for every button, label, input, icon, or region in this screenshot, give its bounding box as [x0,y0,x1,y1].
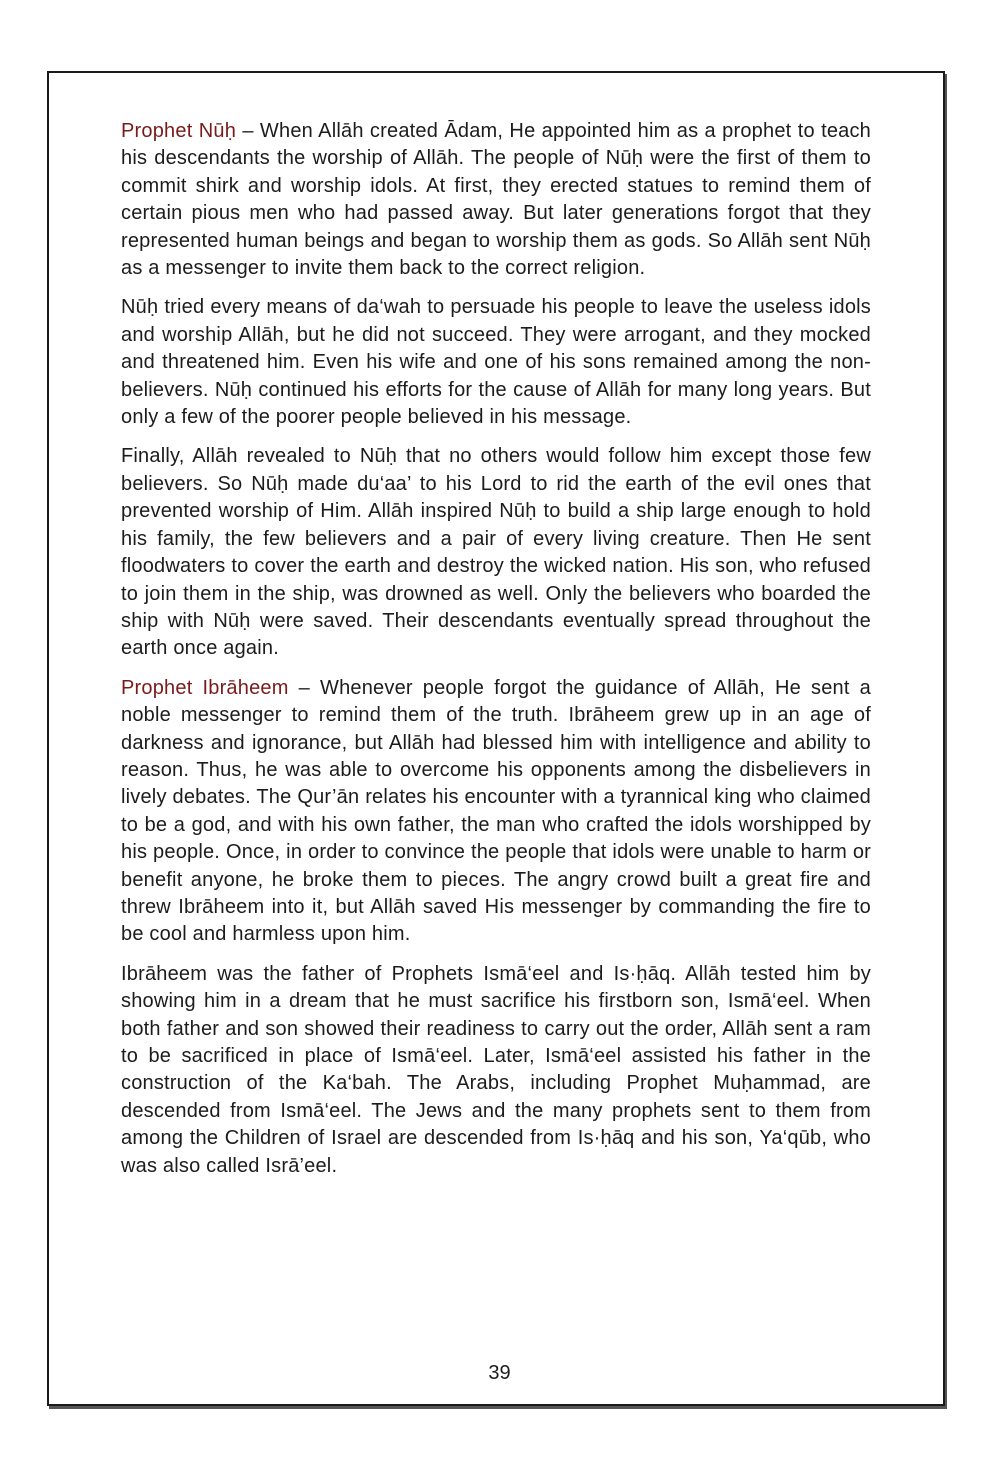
paragraph-text: – Whenever people forgot the guidance of Allāh, He sent a noble messenger to remind them of the truth. Ibrāheem grew up in an age of darkness and ignorance, but Allāh had blessed him with intelligence and ability to reason. Thus, he was able to overcome his opponents among the disbelievers in lively debates. The Qur’ān relates his encounter with a tyrannical king who claimed to be a god, and with his own father, the man who crafted the idols worshipped by his people. Once, in order to convince the people that idols were unable to harm or benefit anyone, he broke them to pieces. The angry crowd built a great fire and threw Ibrāheem into it, but Allāh saved His messenger by commanding the fire to be cool and harmless upon him. [121,676,871,946]
paragraph-text: Finally, Allāh revealed to Nūḥ that no others would follow him except those few believers. So Nūḥ made du‘aa’ to his Lord to rid the earth of the evil ones that prevented worship of Him. Allāh inspired Nūḥ to build a ship large enough to hold his family, the few believers and a pair of every living creature. Then He sent floodwaters to cover the earth and destroy the wicked nation. His son, who refused to join them in the ship, was drowned as well. Only the believers who boarded the ship with Nūḥ were saved. Their descendants eventually spread throughout the earth once again. [121,445,871,660]
paragraph-text: Nūḥ tried every means of da‘wah to persuade his people to leave the useless idols and worship Allāh, but he did not succeed. They were arrogant, and they mocked and threatened him. Even his wife and one of his sons remained among the non-believers. Nūḥ continued his efforts for the cause of Allāh for many long years. But only a few of the poorer people believed in his message. [121,296,871,429]
paragraph-nuh-intro [121,118,871,282]
paragraph-text: – When Allāh created Ādam, He appointed him as a prophet to teach his descendants the worship of Allāh. The people of Nūḥ were the first of them to commit shirk and worship idols. At first, they erected statues to remind them of certain pious men who had passed away. But later generations forgot that they represented human beings and began to worship them as gods. So Allāh sent Nūḥ as a messenger to invite them back to the correct religion. [121,120,871,280]
heading-prophet-nuh: Prophet Nūḥ [121,120,237,142]
paragraph-text: Ibrāheem was the father of Prophets Ismā‘eel and Is·ḥāq. Allāh tested him by showing him in a dream that he must sacrifice his firstborn son, Ismā‘eel. When both father and son showed their readiness to carry out the order, Allāh sent a ram to be sacrificed in place of Ismā‘eel. Later, Ismā‘eel assisted his father in the construction of the Ka‘bah. The Arabs, including Prophet Muḥammad, are descended from Ismā‘eel. The Jews and the many prophets sent to them from among the Children of Israel are descended from Is·ḥāq and his son, Ya‘qūb, who was also called Isrā’eel. [121,962,871,1177]
paragraph-nuh-dawah [121,294,871,431]
paragraph-nuh-flood [121,443,871,662]
page-number: 39 [488,1362,511,1384]
paragraph-ibraheem-intro [121,675,871,949]
heading-prophet-ibraheem: Prophet Ibrāheem [121,676,289,699]
page-body [121,118,871,1192]
paragraph-ibraheem-sons [121,961,871,1180]
